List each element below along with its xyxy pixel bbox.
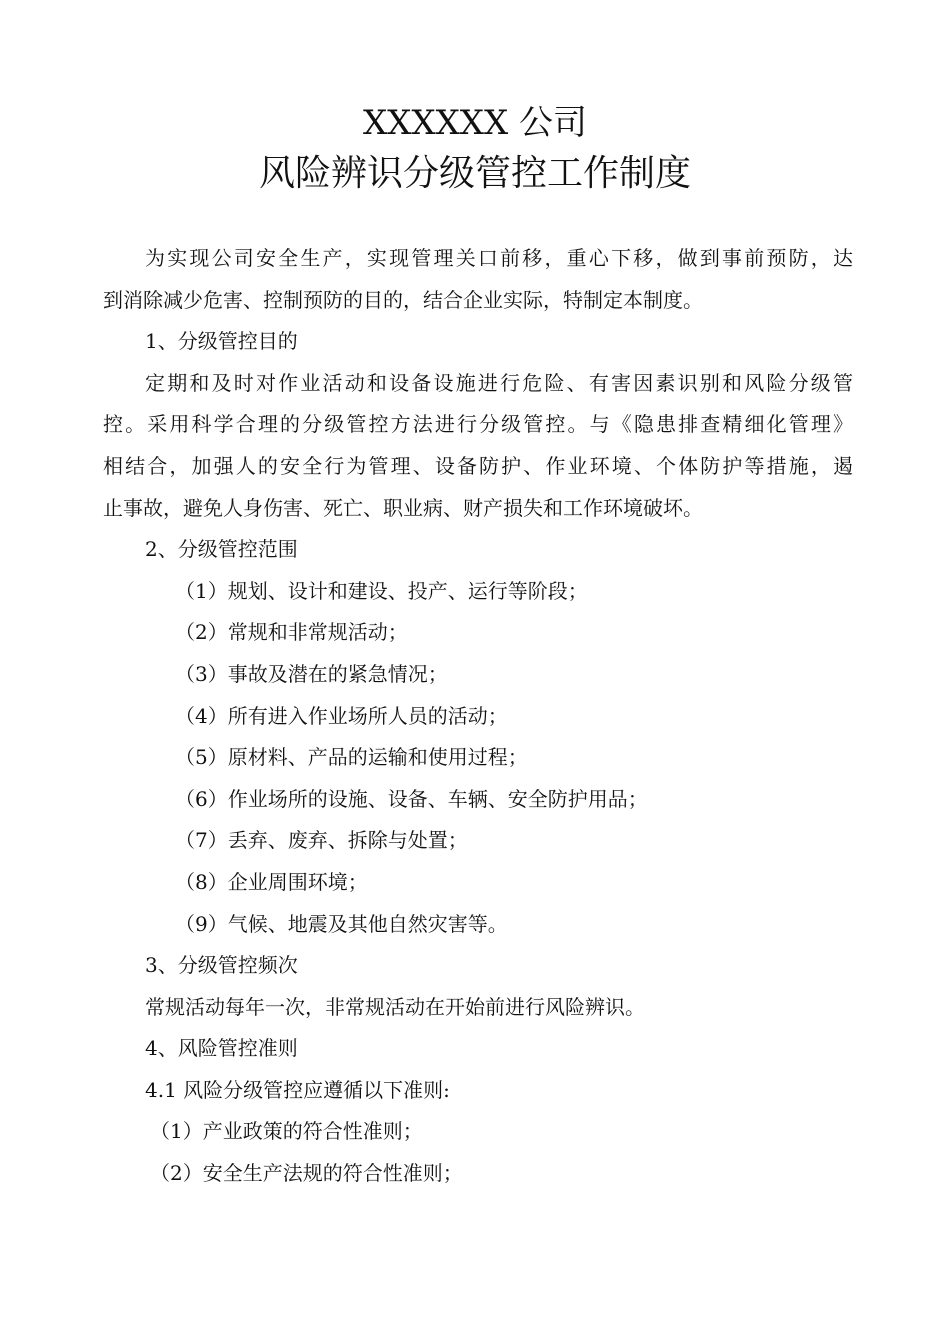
list-item: （1）产业政策的符合性准则；	[150, 1119, 423, 1144]
list-item: （9）气候、地震及其他自然灾害等。	[175, 911, 508, 936]
list-item: （7）丢弃、废弃、拆除与处置；	[175, 828, 468, 853]
subsection-heading: 4.1 风险分级管控应遵循以下准则:	[145, 1077, 450, 1102]
list-item: （1）规划、设计和建设、投产、运行等阶段；	[175, 578, 588, 603]
list-item: （6）作业场所的设施、设备、车辆、安全防护用品；	[175, 786, 648, 811]
intro-line: 到消除减少危害、控制预防的目的，结合企业实际，特制定本制度。	[103, 287, 703, 312]
paragraph-line: 相结合，加强人的安全行为管理、设备防护、作业环境、个体防护等措施，遏	[103, 453, 853, 478]
list-item: （2）安全生产法规的符合性准则；	[150, 1161, 463, 1186]
intro-line: 为实现公司安全生产，实现管理关口前移，重心下移，做到事前预防，达	[145, 246, 853, 270]
document-title-main: 风险辨识分级管控工作制度	[258, 153, 691, 194]
paragraph-line: 定期和及时对作业活动和设备设施进行危险、有害因素识别和风险分级管	[145, 370, 853, 395]
section-heading: 1、分级管控目的	[145, 329, 298, 354]
paragraph-line: 控。采用科学合理的分级管控方法进行分级管控。与《隐患排查精细化管理》	[103, 412, 853, 437]
document-body	[103, 238, 853, 1195]
section-heading: 4、风险管控准则	[145, 1036, 298, 1061]
paragraph-line: 常规活动每年一次，非常规活动在开始前进行风险辨识。	[145, 994, 645, 1019]
list-item: （2）常规和非常规活动；	[175, 620, 408, 645]
section-heading: 3、分级管控频次	[145, 953, 298, 978]
list-item: （8）企业周围环境；	[175, 869, 368, 894]
section-heading: 2、分级管控范围	[145, 537, 298, 562]
document-title-company: XXXXXX 公司	[362, 103, 588, 143]
list-item: （3）事故及潜在的紧急情况；	[175, 661, 448, 686]
list-item: （4）所有进入作业场所人员的活动；	[175, 703, 508, 728]
paragraph-line: 止事故，避免人身伤害、死亡、职业病、财产损失和工作环境破坏。	[103, 495, 703, 520]
list-item: （5）原材料、产品的运输和使用过程；	[175, 745, 528, 770]
